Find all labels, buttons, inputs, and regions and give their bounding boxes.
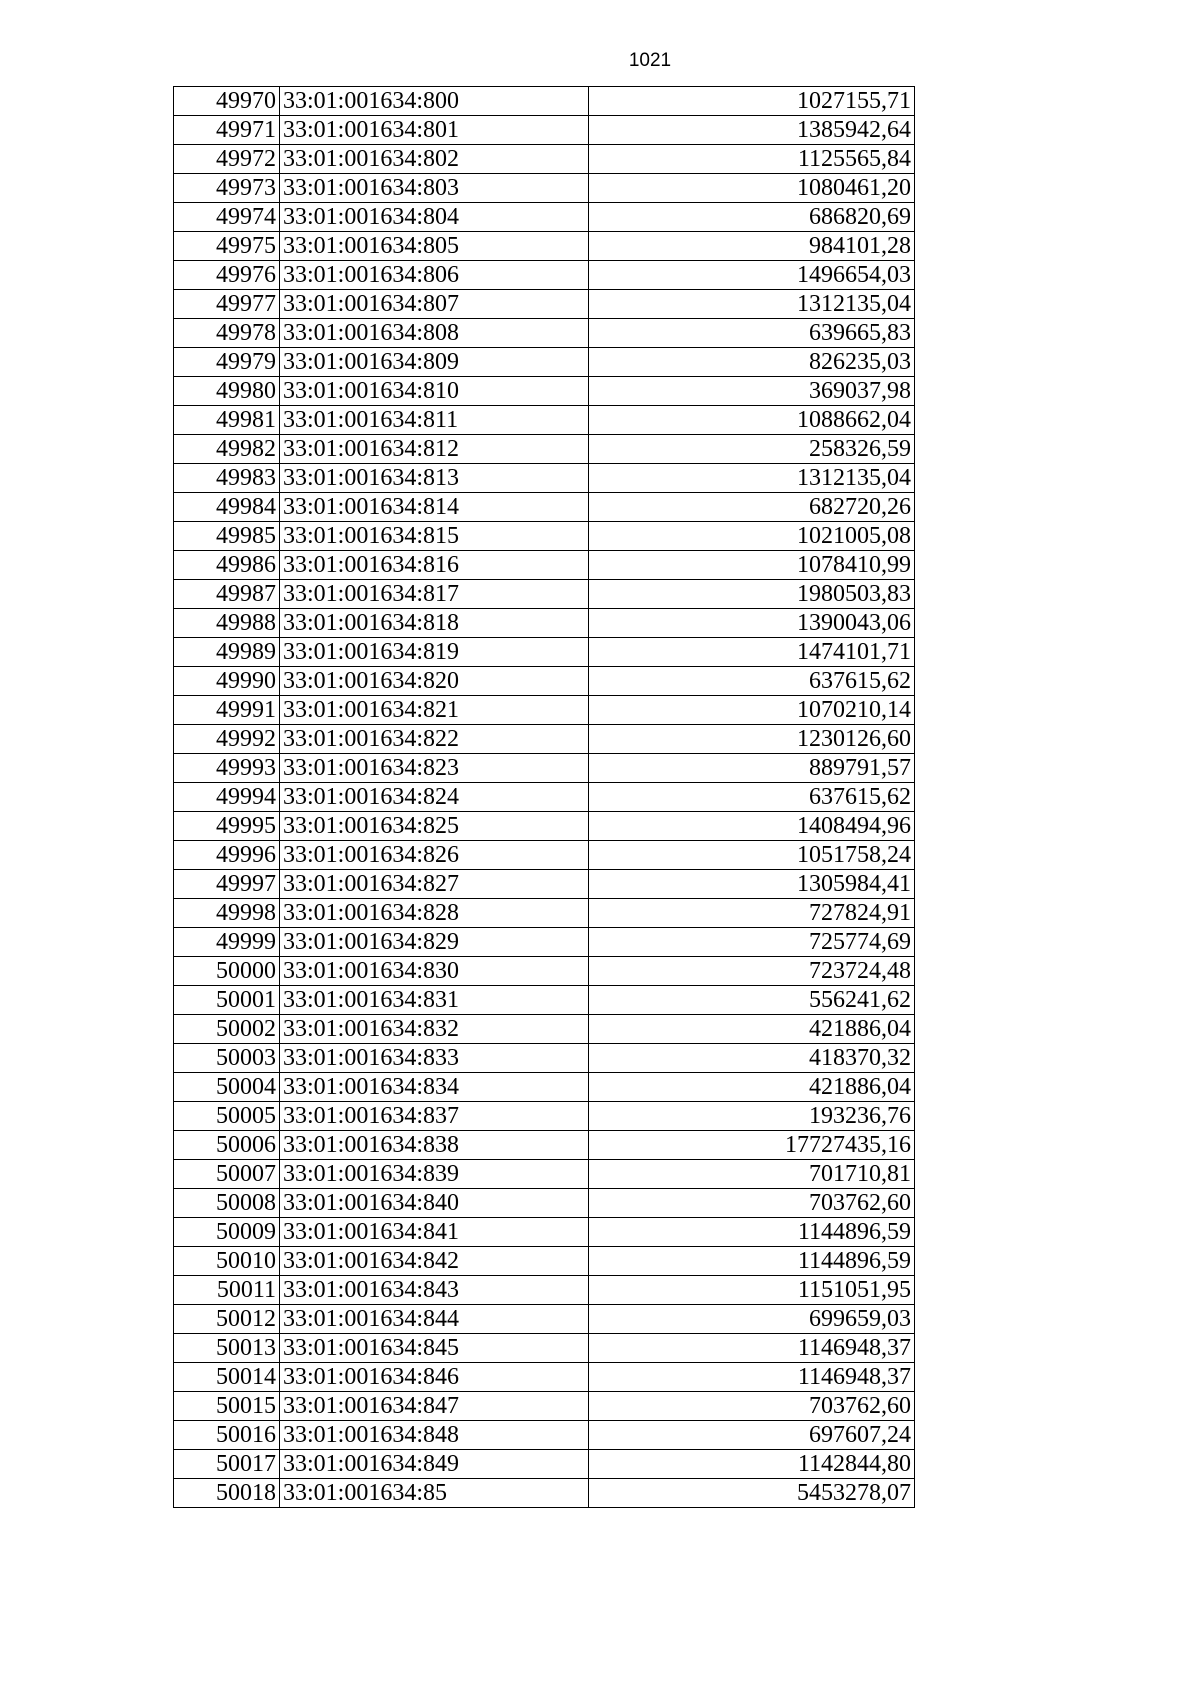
cadastral-value-cell: 1146948,37 [589,1334,915,1363]
table-row [174,899,915,928]
table-row [174,1189,915,1218]
row-number-cell: 49987 [174,580,280,609]
row-number-cell: 49993 [174,754,280,783]
cadastral-value-cell: 1305984,41 [589,870,915,899]
cadastral-value-cell: 1408494,96 [589,812,915,841]
table-row [174,377,915,406]
row-number-cell: 49982 [174,435,280,464]
cadastral-value-cell: 258326,59 [589,435,915,464]
cadastral-value-cell: 1144896,59 [589,1247,915,1276]
row-number-cell: 49978 [174,319,280,348]
row-number-cell: 50003 [174,1044,280,1073]
cadastral-number-cell: 33:01:001634:828 [280,899,589,928]
table-body [174,87,915,1508]
row-number-cell: 49983 [174,464,280,493]
table-row [174,754,915,783]
table-row [174,493,915,522]
cadastral-value-cell: 556241,62 [589,986,915,1015]
cadastral-value-cell: 727824,91 [589,899,915,928]
row-number-cell: 50009 [174,1218,280,1247]
cadastral-value-cell: 1027155,71 [589,87,915,116]
table-row [174,1334,915,1363]
cadastral-number-cell: 33:01:001634:826 [280,841,589,870]
table-row [174,348,915,377]
cadastral-value-cell: 1125565,84 [589,145,915,174]
table-row [174,667,915,696]
cadastral-number-cell: 33:01:001634:806 [280,261,589,290]
cadastral-value-cell: 637615,62 [589,783,915,812]
row-number-cell: 49997 [174,870,280,899]
row-number-cell: 49971 [174,116,280,145]
cadastral-number-cell: 33:01:001634:800 [280,87,589,116]
cadastral-number-cell: 33:01:001634:847 [280,1392,589,1421]
cadastral-value-cell: 1142844,80 [589,1450,915,1479]
table-row [174,1479,915,1508]
table-row [174,261,915,290]
row-number-cell: 50015 [174,1392,280,1421]
table-row [174,1160,915,1189]
row-number-cell: 50018 [174,1479,280,1508]
table-row [174,870,915,899]
cadastral-number-cell: 33:01:001634:802 [280,145,589,174]
cadastral-value-cell: 1312135,04 [589,290,915,319]
cadastral-value-cell: 421886,04 [589,1073,915,1102]
cadastral-number-cell: 33:01:001634:827 [280,870,589,899]
row-number-cell: 50010 [174,1247,280,1276]
cadastral-value-cell: 637615,62 [589,667,915,696]
table-row [174,986,915,1015]
cadastral-value-cell: 1151051,95 [589,1276,915,1305]
cadastral-number-cell: 33:01:001634:840 [280,1189,589,1218]
cadastral-number-cell: 33:01:001634:812 [280,435,589,464]
cadastral-number-cell: 33:01:001634:804 [280,203,589,232]
cadastral-number-cell: 33:01:001634:841 [280,1218,589,1247]
cadastral-value-cell: 1021005,08 [589,522,915,551]
table-row [174,841,915,870]
cadastral-number-cell: 33:01:001634:818 [280,609,589,638]
row-number-cell: 49979 [174,348,280,377]
table-row [174,1392,915,1421]
cadastral-number-cell: 33:01:001634:834 [280,1073,589,1102]
cadastral-number-cell: 33:01:001634:811 [280,406,589,435]
row-number-cell: 50000 [174,957,280,986]
row-number-cell: 49974 [174,203,280,232]
table-row [174,174,915,203]
cadastral-value-cell: 418370,32 [589,1044,915,1073]
table-row [174,522,915,551]
table-row [174,1421,915,1450]
cadastral-value-cell: 889791,57 [589,754,915,783]
cadastral-value-cell: 682720,26 [589,493,915,522]
cadastral-number-cell: 33:01:001634:848 [280,1421,589,1450]
cadastral-number-cell: 33:01:001634:844 [280,1305,589,1334]
cadastral-number-cell: 33:01:001634:846 [280,1363,589,1392]
table-row [174,783,915,812]
cadastral-value-cell: 1980503,83 [589,580,915,609]
cadastral-value-cell: 1230126,60 [589,725,915,754]
cadastral-number-cell: 33:01:001634:849 [280,1450,589,1479]
cadastral-value-cell: 1146948,37 [589,1363,915,1392]
cadastral-value-cell: 826235,03 [589,348,915,377]
row-number-cell: 49972 [174,145,280,174]
row-number-cell: 50002 [174,1015,280,1044]
row-number-cell: 49986 [174,551,280,580]
row-number-cell: 50014 [174,1363,280,1392]
row-number-cell: 49990 [174,667,280,696]
table-row [174,87,915,116]
table-row [174,638,915,667]
row-number-cell: 49970 [174,87,280,116]
cadastral-number-cell: 33:01:001634:808 [280,319,589,348]
cadastral-value-cell: 1312135,04 [589,464,915,493]
row-number-cell: 50008 [174,1189,280,1218]
table-row [174,319,915,348]
cadastral-number-cell: 33:01:001634:839 [280,1160,589,1189]
cadastral-number-cell: 33:01:001634:819 [280,638,589,667]
cadastral-number-cell: 33:01:001634:809 [280,348,589,377]
cadastral-number-cell: 33:01:001634:801 [280,116,589,145]
cadastral-number-cell: 33:01:001634:805 [280,232,589,261]
table-row [174,928,915,957]
cadastral-number-cell: 33:01:001634:824 [280,783,589,812]
cadastral-number-cell: 33:01:001634:829 [280,928,589,957]
cadastral-value-cell: 699659,03 [589,1305,915,1334]
row-number-cell: 49985 [174,522,280,551]
cadastral-number-cell: 33:01:001634:823 [280,754,589,783]
table-row [174,290,915,319]
cadastral-value-cell: 1496654,03 [589,261,915,290]
table-row [174,1276,915,1305]
row-number-cell: 49994 [174,783,280,812]
table-row [174,232,915,261]
cadastral-value-cell: 17727435,16 [589,1131,915,1160]
cadastral-number-cell: 33:01:001634:833 [280,1044,589,1073]
cadastral-value-cell: 984101,28 [589,232,915,261]
table-row [174,1073,915,1102]
cadastral-number-cell: 33:01:001634:810 [280,377,589,406]
table-row [174,1102,915,1131]
table-row [174,406,915,435]
cadastral-value-cell: 725774,69 [589,928,915,957]
cadastral-value-cell: 703762,60 [589,1189,915,1218]
table-row [174,551,915,580]
row-number-cell: 50004 [174,1073,280,1102]
cadastral-number-cell: 33:01:001634:843 [280,1276,589,1305]
cadastral-value-cell: 1144896,59 [589,1218,915,1247]
cadastral-value-cell: 703762,60 [589,1392,915,1421]
cadastral-value-cell: 369037,98 [589,377,915,406]
row-number-cell: 49989 [174,638,280,667]
row-number-cell: 49980 [174,377,280,406]
row-number-cell: 49995 [174,812,280,841]
cadastral-number-cell: 33:01:001634:815 [280,522,589,551]
cadastral-number-cell: 33:01:001634:813 [280,464,589,493]
cadastral-value-cell: 697607,24 [589,1421,915,1450]
cadastral-value-cell: 193236,76 [589,1102,915,1131]
row-number-cell: 50007 [174,1160,280,1189]
cadastral-number-cell: 33:01:001634:822 [280,725,589,754]
row-number-cell: 49981 [174,406,280,435]
cadastral-number-cell: 33:01:001634:838 [280,1131,589,1160]
cadastral-number-cell: 33:01:001634:825 [280,812,589,841]
table-row [174,580,915,609]
row-number-cell: 50005 [174,1102,280,1131]
cadastral-number-cell: 33:01:001634:842 [280,1247,589,1276]
row-number-cell: 49999 [174,928,280,957]
cadastral-number-cell: 33:01:001634:814 [280,493,589,522]
cadastral-number-cell: 33:01:001634:807 [280,290,589,319]
table-row [174,1218,915,1247]
table-row [174,696,915,725]
cadastral-value-cell: 701710,81 [589,1160,915,1189]
table-row [174,1450,915,1479]
cadastral-value-cell: 5453278,07 [589,1479,915,1508]
cadastral-value-cell: 1385942,64 [589,116,915,145]
cadastral-number-cell: 33:01:001634:820 [280,667,589,696]
row-number-cell: 49975 [174,232,280,261]
table-row [174,145,915,174]
cadastral-value-cell: 686820,69 [589,203,915,232]
table-row [174,1247,915,1276]
cadastral-value-cell: 1078410,99 [589,551,915,580]
row-number-cell: 49984 [174,493,280,522]
table-row [174,1015,915,1044]
row-number-cell: 49992 [174,725,280,754]
page-number: 1021 [628,50,672,71]
cadastral-value-cell: 1070210,14 [589,696,915,725]
row-number-cell: 49988 [174,609,280,638]
table-row [174,116,915,145]
cadastral-number-cell: 33:01:001634:817 [280,580,589,609]
row-number-cell: 49996 [174,841,280,870]
row-number-cell: 50017 [174,1450,280,1479]
table-row [174,464,915,493]
cadastral-number-cell: 33:01:001634:85 [280,1479,589,1508]
table-row [174,1363,915,1392]
cadastral-value-cell: 639665,83 [589,319,915,348]
cadastral-number-cell: 33:01:001634:845 [280,1334,589,1363]
table-row [174,957,915,986]
row-number-cell: 49977 [174,290,280,319]
row-number-cell: 49976 [174,261,280,290]
row-number-cell: 49973 [174,174,280,203]
row-number-cell: 50016 [174,1421,280,1450]
row-number-cell: 50011 [174,1276,280,1305]
table-row [174,435,915,464]
row-number-cell: 49991 [174,696,280,725]
table-row [174,1044,915,1073]
table-row [174,203,915,232]
table-row [174,609,915,638]
table-row [174,1305,915,1334]
cadastral-value-cell: 1474101,71 [589,638,915,667]
cadastral-number-cell: 33:01:001634:803 [280,174,589,203]
cadastral-value-cell: 421886,04 [589,1015,915,1044]
row-number-cell: 50006 [174,1131,280,1160]
row-number-cell: 50001 [174,986,280,1015]
cadastral-number-cell: 33:01:001634:816 [280,551,589,580]
table-row [174,812,915,841]
cadastral-value-table [173,86,915,1508]
row-number-cell: 50012 [174,1305,280,1334]
cadastral-value-cell: 1051758,24 [589,841,915,870]
cadastral-value-cell: 1390043,06 [589,609,915,638]
cadastral-number-cell: 33:01:001634:831 [280,986,589,1015]
row-number-cell: 50013 [174,1334,280,1363]
cadastral-number-cell: 33:01:001634:821 [280,696,589,725]
cadastral-number-cell: 33:01:001634:837 [280,1102,589,1131]
row-number-cell: 49998 [174,899,280,928]
cadastral-number-cell: 33:01:001634:830 [280,957,589,986]
cadastral-value-cell: 723724,48 [589,957,915,986]
cadastral-value-cell: 1088662,04 [589,406,915,435]
cadastral-number-cell: 33:01:001634:832 [280,1015,589,1044]
table-row [174,725,915,754]
cadastral-value-cell: 1080461,20 [589,174,915,203]
table-row [174,1131,915,1160]
